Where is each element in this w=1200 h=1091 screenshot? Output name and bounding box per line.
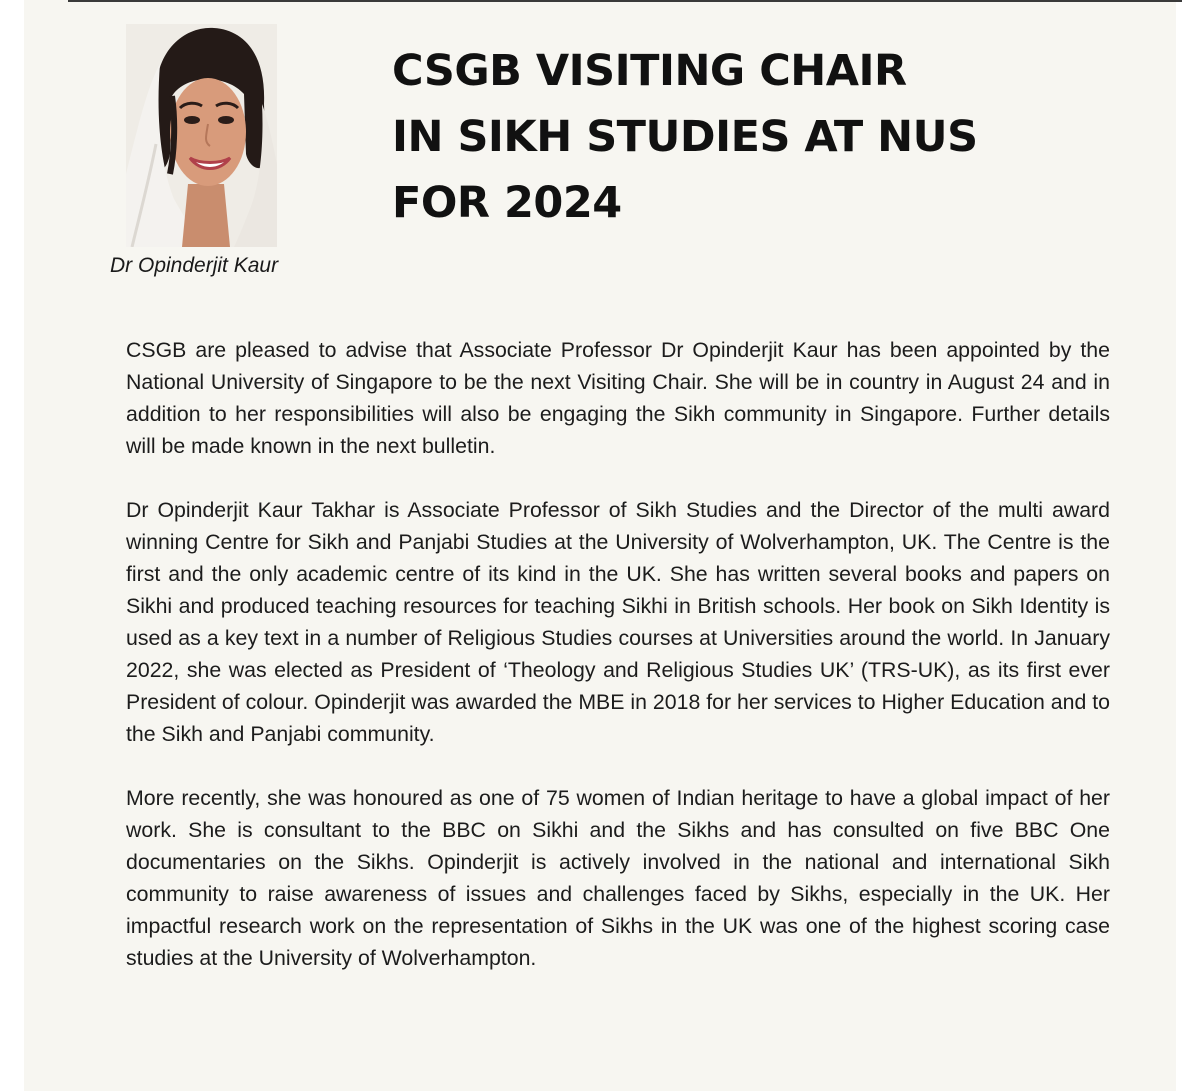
title-line: FOR 2024 (392, 178, 622, 228)
paragraph-biography: Dr Opinderjit Kaur Takhar is Associate Professor of Sikh Studies and the Director of the multi award winning Centre for Sikh and Panjabi Studies at the University of Wolverhampton, UK. The Centre is the first and the only academic centre of its kind in the UK. She has written several books and papers on Sikhi and produced teaching resources for teaching Sikhi in British schools. Her book on Sikh Identity is used as a key text in a number of Religious Studies courses at Universities around the world. In January 2022, she was elected as President of ‘Theology and Religious Studies UK’ (TRS-UK), as its first ever President of colour. Opinderjit was awarded the MBE in 2018 for her services to Higher Education and to the Sikh and Panjabi community. (126, 498, 1110, 746)
title-line: IN SIKH STUDIES AT NUS (392, 112, 978, 162)
portrait-photo (126, 24, 277, 247)
paragraph-appointment: CSGB are pleased to advise that Associate Professor Dr Opinderjit Kaur has been appointed by the National University of Singapore to be the next Visiting Chair. She will be in country in August 24 and in addition to her responsibilities will also be engaging the Sikh community in Singapore. Further details will be made known in the next bulletin. (126, 338, 1110, 458)
paragraph-recognition: More recently, she was honoured as one of 75 women of Indian heritage to have a global impact of her work. She is consultant to the BBC on Sikhi and the Sikhs and has consulted on five BBC One documentaries on the Sikhs. Opinderjit is actively involved in the national and international Sikh community to raise awareness of issues and challenges faced by Sikhs, especially in the UK. Her impactful research work on the representation of Sikhs in the UK was one of the highest scoring case studies at the University of Wolverhampton. (126, 786, 1110, 970)
page-title (392, 38, 1152, 236)
article-body (126, 334, 1110, 1006)
portrait-caption: Dr Opinderjit Kaur (110, 254, 279, 277)
top-divider (68, 0, 1182, 2)
title-line: CSGB VISITING CHAIR (392, 46, 907, 96)
